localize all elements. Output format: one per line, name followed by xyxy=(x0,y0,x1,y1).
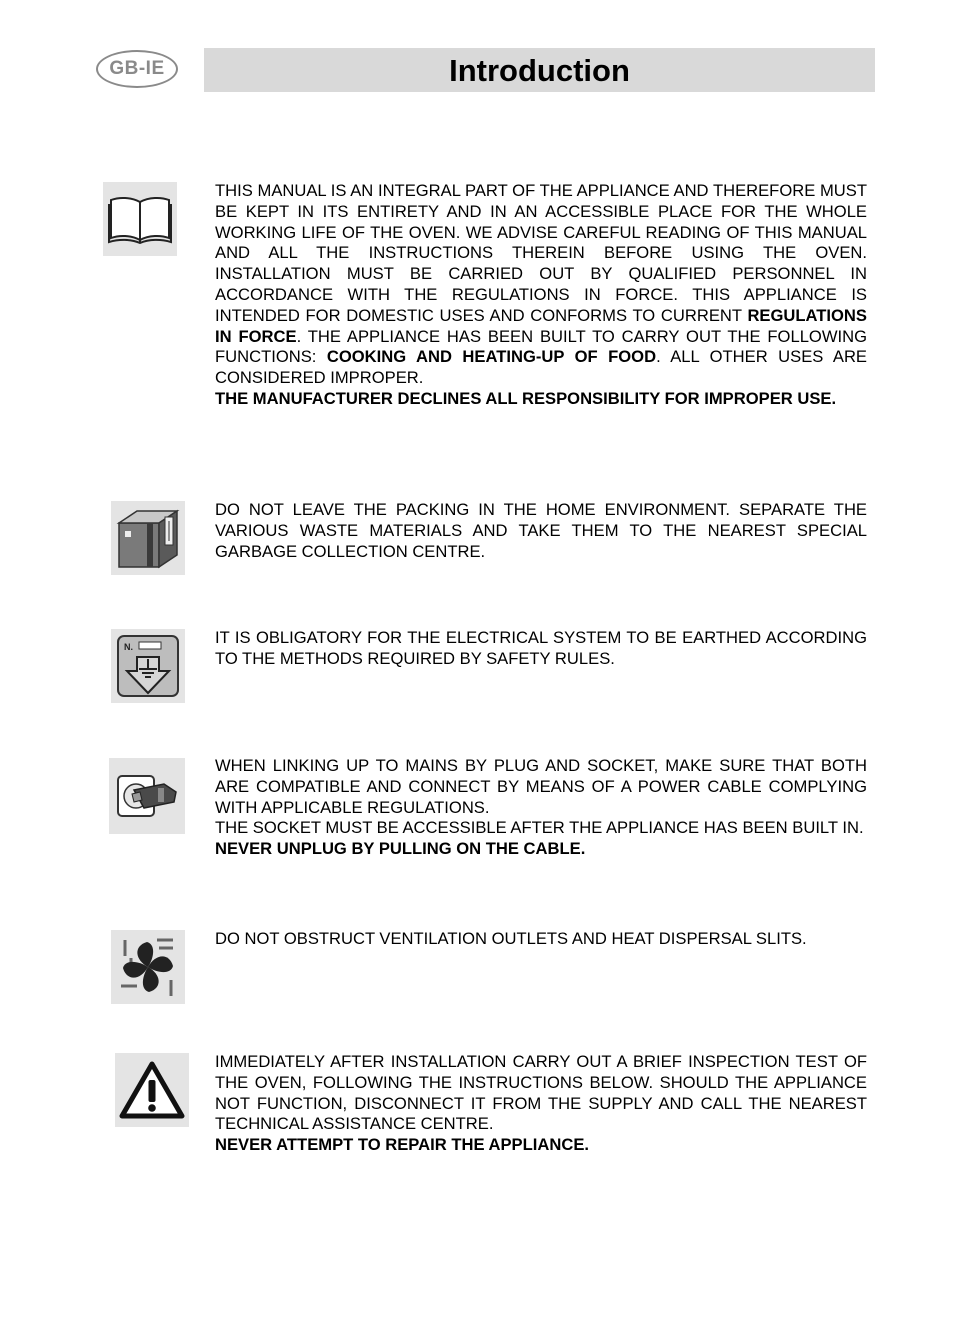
language-badge: GB-IE xyxy=(96,50,178,88)
ventilation-fan-icon xyxy=(111,930,185,1004)
section-packing-text: DO NOT LEAVE THE PACKING IN THE HOME ENVIRONMENT. SEPARATE THE VARIOUS WASTE MATERIALS AND TAKE THEM TO THE NEAREST SPECIAL GARBAGE COLLECTION CENTRE. xyxy=(215,500,867,561)
warning-triangle-icon xyxy=(115,1053,189,1127)
manual-paragraph: THIS MANUAL IS AN INTEGRAL PART OF THE APPLIANCE AND THEREFORE MUST BE KEPT IN ITS ENTIRETY AND IN AN ACCESSIBLE PLACE FOR THE WHOLE WORKING LIFE OF THE OVEN. WE ADVISE CAREFUL READING OF THIS MANUAL AND ALL THE INSTRUCTIONS THEREIN BEFORE USING THE OVEN. INSTALLATION MUST BE CARRIED OUT BY QUALIFIED PERSONNEL IN ACCORDANCE WITH THE REGULATIONS IN FORCE. THIS APPLIANCE IS INTENDED FOR DOMESTIC USES AND CONFORMS TO CURRENT REGULATIONS IN FORCE. THE APPLIANCE HAS BEEN BUILT TO CARRY OUT THE FOLLOWING FUNCTIONS: COOKING AND HEATING-UP OF FOOD. ALL OTHER USES ARE CONSIDERED IMPROPER. xyxy=(215,181,867,388)
earth-icon-label: N. xyxy=(124,642,133,652)
section-warning-text: IMMEDIATELY AFTER INSTALLATION CARRY OUT A BRIEF INSPECTION TEST OF THE OVEN, FOLLOWING THE INSTRUCTIONS BELOW. SHOULD THE APPLIANCE NOT FUNCTION, DISCONNECT IT FROM THE SUPPLY AND CALL THE NEAREST TECHNICAL ASSISTANCE CENTRE. NEVER ATTEMPT TO REPAIR THE APPLIANCE. xyxy=(215,1052,867,1155)
section-ventilation-text: DO NOT OBSTRUCT VENTILATION OUTLETS AND HEAT DISPERSAL SLITS. xyxy=(215,929,807,948)
title-bar xyxy=(204,48,875,92)
section-plug-text: WHEN LINKING UP TO MAINS BY PLUG AND SOCKET, MAKE SURE THAT BOTH ARE COMPATIBLE AND CONNECT BY MEANS OF A POWER CABLE COMPLYING WITH APPLICABLE REGULATIONS. THE SOCKET MUST BE ACCESSIBLE AFTER THE APPLIANCE HAS BEEN BUILT IN. NEVER UNPLUG BY PULLING ON THE CABLE. xyxy=(215,756,867,859)
plug-socket-icon xyxy=(109,758,185,834)
earth-ground-icon xyxy=(111,629,185,703)
page-title: Introduction xyxy=(449,52,630,88)
packing-box-icon xyxy=(111,501,185,575)
repair-warning: NEVER ATTEMPT TO REPAIR THE APPLIANCE. xyxy=(215,1135,589,1155)
section-earthing-text: IT IS OBLIGATORY FOR THE ELECTRICAL SYSTEM TO BE EARTHED ACCORDING TO THE METHODS REQUIRED BY SAFETY RULES. xyxy=(215,628,867,668)
section-manual-text xyxy=(215,181,867,410)
manual-responsibility-notice: THE MANUFACTURER DECLINES ALL RESPONSIBILITY FOR IMPROPER USE. xyxy=(215,388,837,408)
manual-book-icon xyxy=(103,182,177,256)
plug-warning: NEVER UNPLUG BY PULLING ON THE CABLE. xyxy=(215,839,586,859)
